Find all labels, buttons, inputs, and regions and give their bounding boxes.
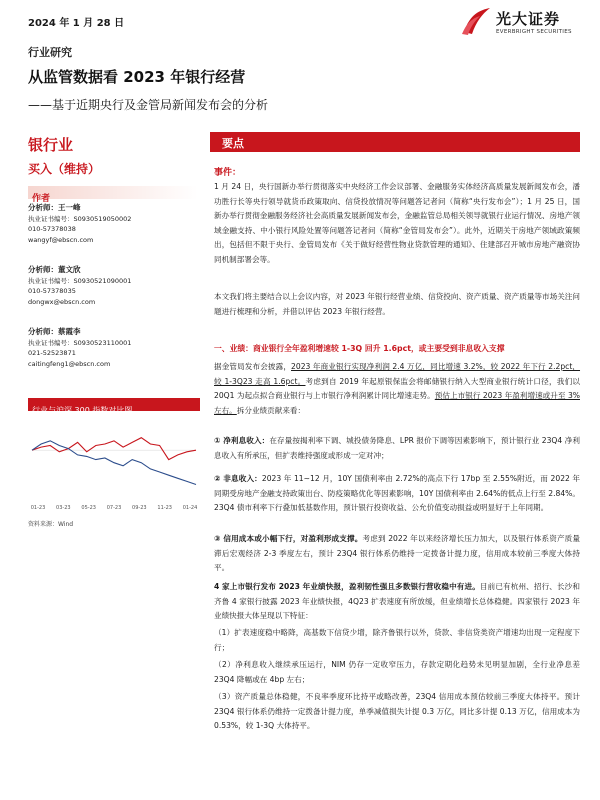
chart-x-tick-label: 01-23	[30, 505, 46, 511]
event-label: 事件：	[214, 168, 242, 178]
chart-x-tick-label: 09-23	[132, 505, 147, 511]
report-type: 行业研究	[28, 46, 72, 59]
analyst-name: 分析师：蔡霞李	[28, 327, 81, 336]
analyst-email[interactable]: caitingfeng1@ebscn.com	[28, 359, 111, 368]
chart-x-tick-label: 01-24	[182, 505, 198, 511]
analyst-card	[28, 265, 198, 307]
earnings-express-paragraph	[214, 580, 580, 624]
item-label: ③ 信用成本或小幅下行，对盈利形成支撑。	[214, 534, 363, 543]
analyst-phone: 010-57378038	[28, 225, 76, 233]
chart-canvas	[28, 413, 200, 513]
analyst-license: 执业证书编号：S0930519050002	[28, 214, 132, 223]
item-label: 4 家上市银行发布 2023 年业绩快报，盈利韧性强且多数银行营收稳中有进。	[214, 582, 480, 591]
analyst-phone: 010-57378035	[28, 287, 76, 295]
text-run: 拆分业绩贡献来看：	[236, 405, 306, 415]
item-label: ② 非息收入：	[214, 474, 262, 483]
highlights-header	[210, 132, 580, 152]
intro-paragraph: 本文我们将主要结合以上会议内容，对 2023 年银行经营业绩、信贷投向、资产质量、资产质量等市场关注问题进行梳理和分析，并借以评估 2023 年银行经营。	[214, 292, 580, 316]
chart-series-line-1	[32, 441, 196, 485]
item-net-interest	[214, 434, 580, 463]
logo-name: 光大证券	[496, 10, 561, 28]
report-date: 2024 年 1 月 28 日	[28, 18, 125, 29]
text-run: 考虑到自 2019 年起原银保监会将邮储银行纳入大型商业银行统计口径，我们以 20Q1 为起点拟合商业银行与上市银行净利润累计同比增速走势。	[214, 376, 580, 400]
highlight-text: 2023 年商业银行实现净利润 2.4 万亿，同比增速 3.2%，较 2022 年下行 2.2pct，较 1-3Q23 走高 1.6pct。	[214, 362, 581, 386]
analyst-card	[28, 327, 198, 369]
company-logo	[460, 6, 580, 42]
rating-label: 买入（维持）	[28, 162, 101, 176]
chart-x-tick-label: 03-23	[56, 505, 71, 511]
analyst-email[interactable]: dongwx@ebscn.com	[28, 297, 96, 306]
chart-source: 资料来源：Wind	[28, 521, 74, 528]
page-title: 从监管数据看 2023 年银行经营	[28, 68, 246, 86]
analyst-name: 分析师：王一峰	[28, 203, 81, 212]
industry-label: 银行业	[28, 136, 74, 154]
item-non-interest	[214, 472, 580, 516]
text-run: 据金管局发布会披露，	[214, 362, 292, 371]
feature-list-item: （2）净利息收入继续承压运行，NIM 仍存一定收窄压力，存款定期化趋势未见明显加剧，全行业净息差 23Q4 降幅或在 4bp 左右；	[214, 660, 580, 684]
item-text: 在存量按揭利率下调、城投债务降息、LPR 报价下调等因素影响下，预计银行业 23Q4 净利息收入有所承压，但扩表维持强度或形成一定对冲；	[214, 436, 580, 460]
logo-mark-icon	[460, 6, 492, 36]
event-paragraph: 1 月 24 日，央行国新办举行贯彻落实中央经济工作会议部署、金融服务实体经济高质量发展新闻发布会，潘功胜行长等央行领导就货币政策取向、信贷投放情况等问题答记者问（简称“央行发布会”）；1 月 25 日，国新办举行贯彻金融服务经济社会高质量发展新闻发布会，金融监管总局相关领导就银行业运行情况、房地产领域金融支持、中小银行风险处置等问题答记者问（简称“金管局发布会”）。此外，近期关于房地产领域政策频出，包括但不限于央行、金管局发布《关于做好经营性物业贷款管理的通知》、住建部召开城市房地产融资协同机制部署会等。	[214, 182, 580, 264]
chart-x-tick-label: 07-23	[106, 505, 122, 511]
author-heading-bar	[28, 186, 198, 204]
logo-english: EVERBRIGHT SECURITIES	[496, 29, 572, 35]
item-credit-cost	[214, 532, 580, 576]
analyst-name: 分析师：董文欣	[28, 265, 81, 274]
highlight-text: 预估上市银行 2023 年盈利增速或升至 3%左右。	[214, 391, 580, 415]
item-text: 2023 年 11~12 月，10Y 国债利率由 2.72%的高点下行 17bp 至 2.55%附近，而 2022 年同期受房地产金融支持政策出台、防疫策略优化等因素影响，10Y 国债利率由 2.64%的低点上行至 2.84%。23Q4 债市利率下行叠加低基数作用，预计银行投资收益、公允价值变动损益或明显好于上年同期。	[214, 474, 581, 512]
section-1-paragraph	[214, 360, 580, 418]
chart-series-line-0	[32, 438, 196, 460]
item-label: ① 净利息收入：	[214, 436, 270, 445]
feature-list-item: （3）资产质量总体稳健，不良率季度环比持平或略改善，23Q4 信用成本预估较前三季度大体持平。预计 23Q4 银行体系仍维持一定拨备计提力度，单季减值损失计提 0.3 万亿，同比多计提 0.13 万亿，信用成本为 0.53%，较 1-3Q 大体持平。	[214, 692, 580, 730]
feature-list-item: （1）扩表速度稳中略降，高基数下信贷少增，除齐鲁银行以外，贷款、非信贷类资产增速均出现一定程度下行；	[214, 628, 580, 652]
chart-x-tick-label: 11-23	[157, 505, 172, 511]
highlights-title: 要点	[222, 137, 244, 150]
item-text: 目前已有杭州、招行、长沙和齐鲁 4 家银行披露 2023 年业绩快报，4Q23 扩表速度有所放缓，但业绩增长总体稳健。四家银行 2023 年业绩快报大体呈现以下特征：	[214, 582, 580, 620]
analyst-card	[28, 203, 198, 245]
chart-title-bar	[28, 398, 200, 415]
index-comparison-chart	[28, 413, 200, 513]
item-text: 考虑到 2022 年以来经济增长压力加大，以及银行体系资产质量滞后宏观经济 2-3 季度左右，预计 23Q4 银行体系仍维持一定拨备计提力度，信用成本较前三季度大体持平。	[214, 534, 581, 572]
section-1-title: 一、业绩：商业银行全年盈利增速较 1-3Q 回升 1.6pct，或主要受到非息收入支撑	[214, 344, 505, 353]
analyst-phone: 021-52523871	[28, 349, 76, 357]
author-heading: 作者	[32, 194, 51, 204]
chart-title: 行业与沪深 300 指数对比图	[32, 406, 133, 415]
page-subtitle: ——基于近期央行及金管局新闻发布会的分析	[28, 98, 269, 112]
analyst-email[interactable]: wangyf@ebscn.com	[28, 235, 94, 244]
analyst-license: 执业证书编号：S0930523110001	[28, 338, 132, 347]
chart-x-tick-label: 05-23	[81, 505, 96, 511]
analyst-license: 执业证书编号：S0930521090001	[28, 276, 132, 285]
